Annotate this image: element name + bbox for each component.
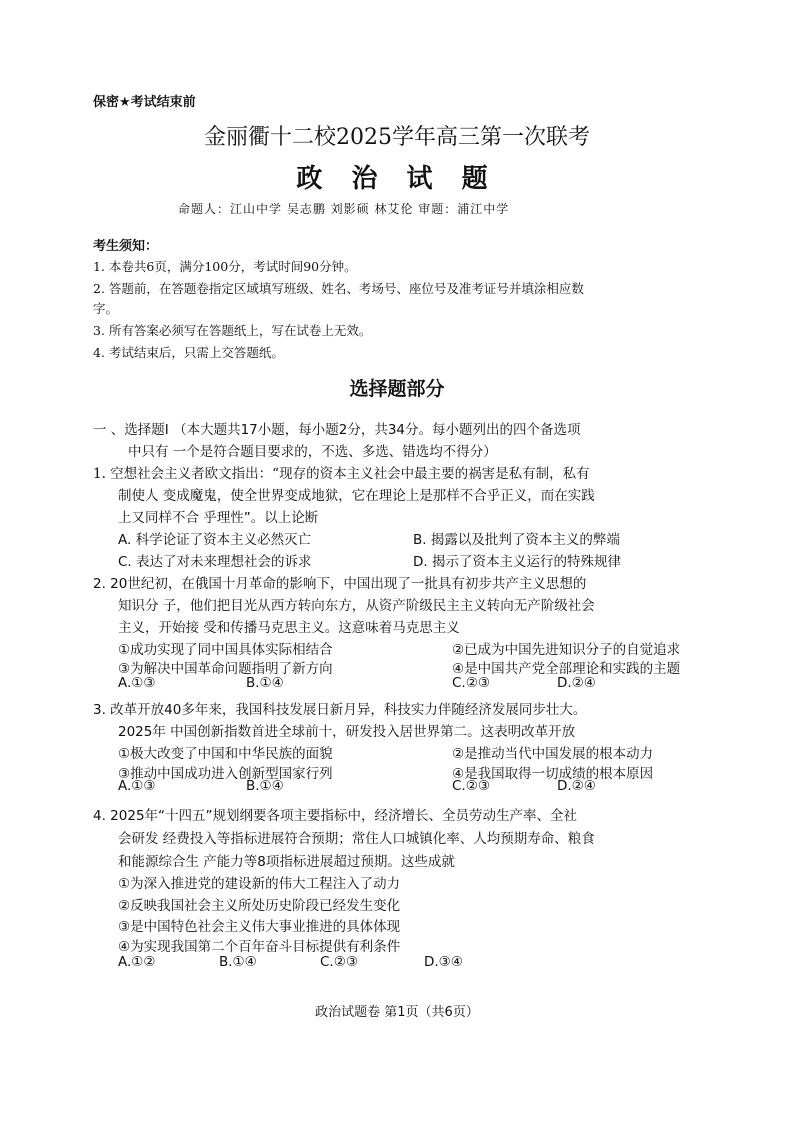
q3-choice-a: A.①③ — [118, 778, 156, 794]
q4-choice-b: B.①④ — [219, 954, 257, 970]
q1-option-a: A. 科学论证了资本主义必然灭亡 — [118, 532, 312, 548]
notice-item-2-cont: 字。 — [93, 301, 119, 316]
q3-choice-b: B.①④ — [246, 778, 284, 794]
q2-stem-line-3: 主义，开始接 受和传播马克思主义。这意味着马克思主义 — [118, 620, 460, 636]
q4-choice-a: A.①② — [118, 954, 156, 970]
q2-choice-c: C.②③ — [452, 675, 490, 691]
notice-item-2: 2. 答题前，在答题卷指定区域填写班级、姓名、考场号、座位号及准考证号并填涂相应数 — [93, 281, 584, 296]
confidential-label: 保密★考试结束前 — [93, 95, 196, 110]
q3-choice-d: D.②④ — [557, 778, 596, 794]
q1-option-c: C. 表达了对未来理想社会的诉求 — [118, 554, 312, 570]
q2-statement-2: ②已成为中国先进知识分子的自觉追求 — [452, 642, 681, 658]
notice-title: 考生须知： — [93, 239, 159, 254]
q1-option-d: D. 揭示了资本主义运行的特殊规律 — [413, 554, 621, 570]
q1-stem-line-3: 上又同样不合 乎理性”。以上论断 — [118, 510, 319, 526]
exam-subject-title: 政 治 试 题 — [296, 164, 498, 194]
authors-line: 命题人：江山中学 吴志鹏 刘影硕 林艾伦 审题：浦江中学 — [178, 202, 510, 216]
q4-choice-d: D.③④ — [424, 954, 463, 970]
q2-statement-4: ④是中国共产党全部理论和实践的主题 — [452, 661, 681, 677]
q4-statement-3: ③是中国特色社会主义伟大事业推进的具体体现 — [118, 919, 401, 935]
q4-choice-c: C.②③ — [320, 954, 358, 970]
notice-item-4: 4. 考试结束后，只需上交答题纸。 — [93, 345, 284, 360]
q3-statement-1: ①极大改变了中国和中华民族的面貌 — [118, 746, 333, 762]
q4-stem-line-3: 和能源综合生 产能力等8项指标进展超过预期。这些成就 — [118, 854, 455, 870]
q4-statement-4: ④为实现我国第二个百年奋斗目标提供有利条件 — [118, 939, 401, 955]
q2-choice-a: A.①③ — [118, 675, 156, 691]
q2-choice-d: D.②④ — [557, 675, 596, 691]
q3-choice-c: C.②③ — [452, 778, 490, 794]
q4-statement-2: ②反映我国社会主义所处历史阶段已经发生变化 — [118, 898, 401, 914]
q2-stem-line-1: 2. 20世纪初，在俄国十月革命的影响下，中国出现了一批具有初步共产主义思想的 — [93, 576, 587, 592]
part-intro-line-2: 中只有 一个是符合题目要求的，不选、多选、错选均不得分） — [128, 444, 497, 460]
notice-item-3: 3. 所有答案必须写在答题纸上，写在试卷上无效。 — [93, 323, 372, 338]
section-title: 选择题部分 — [349, 378, 445, 400]
q3-statement-4: ④是我国取得一切成绩的根本原因 — [452, 766, 654, 782]
q3-statement-3: ③推动中国成功进入创新型国家行列 — [118, 766, 333, 782]
q3-stem-line-2: 2025年 中国创新指数首进全球前十，研发投入居世界第二。这表明改革开放 — [118, 724, 576, 740]
q3-statement-2: ②是推动当代中国发展的根本动力 — [452, 746, 654, 762]
q2-choice-b: B.①④ — [246, 675, 284, 691]
q2-stem-line-2: 知识分 子，他们把目光从西方转向东方，从资产阶级民主主义转向无产阶级社会 — [118, 598, 595, 614]
page-footer: 政治试题卷 第1页（共6页） — [315, 1005, 479, 1020]
q1-option-b: B. 揭露以及批判了资本主义的弊端 — [413, 532, 620, 548]
q4-statement-1: ①为深入推进党的建设新的伟大工程注入了动力 — [118, 876, 401, 892]
q2-statement-1: ①成功实现了同中国具体实际相结合 — [118, 642, 333, 658]
q4-stem-line-2: 会研发 经费投入等指标进展符合预期；常住人口城镇化率、人均预期寿命、粮食 — [118, 831, 595, 847]
q1-stem-line-1: 1. 空想社会主义者欧文指出：“现存的资本主义社会中最主要的祸害是私有制，私有 — [93, 466, 590, 482]
q2-statement-3: ③为解决中国革命问题指明了新方向 — [118, 661, 333, 677]
q4-stem-line-1: 4. 2025年“十四五”规划纲要各项主要指标中，经济增长、全员劳动生产率、全社 — [93, 808, 578, 824]
exam-school-title: 金丽衢十二校2025学年高三第一次联考 — [204, 125, 590, 150]
part-intro-line-1: 一 、选择题Ⅰ （本大题共17小题，每小题2分，共34分。每小题列出的四个备选项 — [93, 422, 581, 438]
notice-item-1: 1. 本卷共6页，满分100分，考试时间90分钟。 — [93, 259, 357, 274]
q1-stem-line-2: 制使人 变成魔鬼，使全世界变成地狱，它在理论上是那样不合乎正义，而在实践 — [118, 488, 595, 504]
q3-stem-line-1: 3. 改革开放40多年来，我国科技发展日新月异，科技实力伴随经济发展同步壮大。 — [93, 702, 587, 718]
